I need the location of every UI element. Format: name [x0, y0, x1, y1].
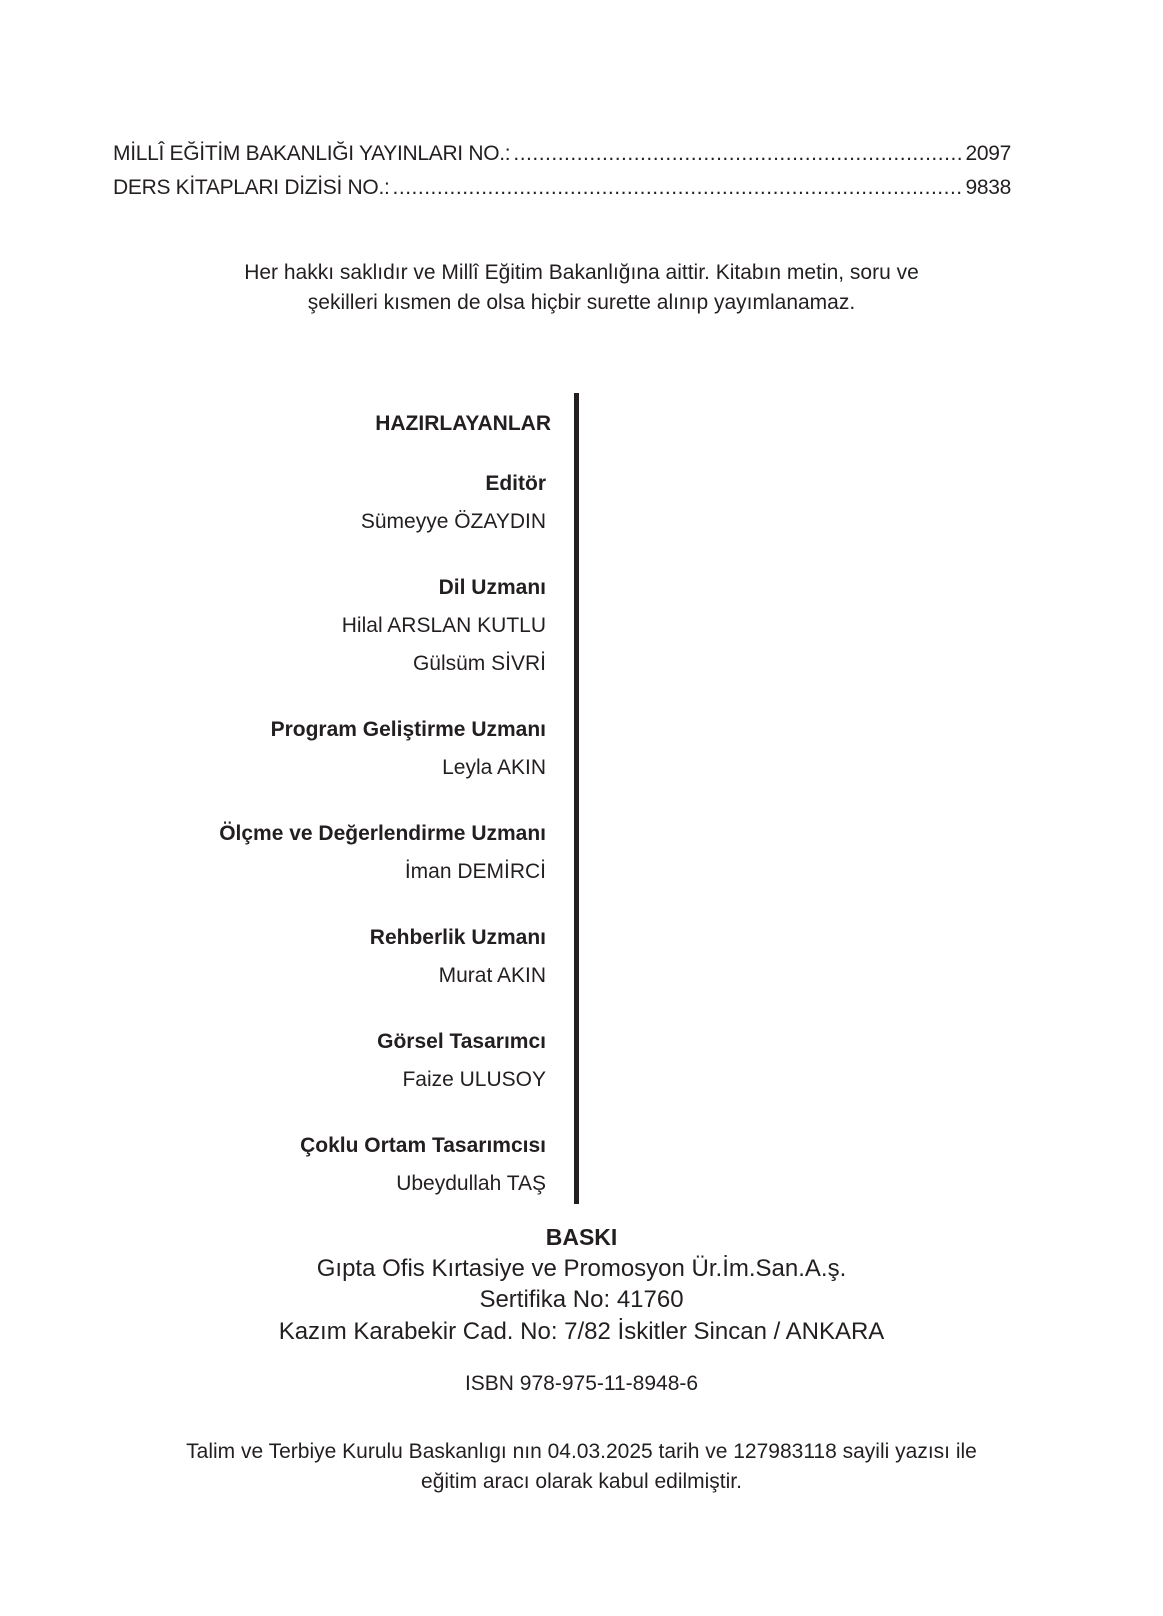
approval-notice — [0, 1437, 1163, 1497]
person-name: Ubeydullah TAŞ — [396, 1172, 546, 1195]
role-heading: Rehberlik Uzmanı — [369, 926, 546, 949]
person-name: Gülsüm SİVRİ — [412, 652, 546, 675]
role-heading: Editör — [485, 472, 546, 495]
person-name: İman DEMİRCİ — [404, 860, 546, 883]
publication-series-label: MİLLÎ EĞİTİM BAKANLIĞI YAYINLARI NO.: — [113, 142, 511, 165]
person-name: Faize ULUSOY — [402, 1068, 546, 1091]
textbook-series-row — [113, 176, 1011, 200]
role-heading: Program Geliştirme Uzmanı — [270, 718, 546, 741]
role-heading: Ölçme ve Değerlendirme Uzmanı — [219, 822, 546, 845]
publication-series-row — [113, 142, 1011, 166]
credits-divider — [574, 393, 579, 1204]
publication-series-number: 2097 — [965, 142, 1011, 165]
credits-title: HAZIRLAYANLAR — [375, 412, 551, 435]
textbook-series-number: 9838 — [965, 176, 1011, 199]
printing-title: BASKI — [545, 1224, 618, 1250]
dot-leader — [393, 176, 963, 200]
copyright-line: şekilleri kısmen de olsa hiçbir surette alınıp yayımlanamaz. — [307, 291, 856, 314]
role-heading: Çoklu Ortam Tasarımcısı — [300, 1134, 546, 1157]
copyright-notice — [0, 258, 1163, 318]
role-heading: Görsel Tasarımcı — [377, 1030, 546, 1053]
printer-company: Gıpta Ofis Kırtasiye ve Promosyon Ür.İm.San.A.ş. — [316, 1255, 847, 1282]
approval-line: Talim ve Terbiye Kurulu Baskanlıgı nın 04.03.2025 tarih ve 127983118 sayili yazısı ile — [186, 1440, 977, 1463]
isbn: ISBN 978-975-11-8948-6 — [464, 1372, 699, 1395]
person-name: Sümeyye ÖZAYDIN — [360, 510, 546, 533]
copyright-line: Her hakkı saklıdır ve Millî Eğitim Bakanlığına aittir. Kitabın metin, soru ve — [244, 261, 919, 284]
printer-address: Kazım Karabekir Cad. No: 7/82 İskitler Sincan / ANKARA — [278, 1318, 885, 1345]
printer-certificate: Sertifika No: 41760 — [479, 1286, 684, 1313]
person-name: Leyla AKIN — [442, 756, 546, 779]
approval-line: eğitim aracı olarak kabul edilmiştir. — [421, 1470, 742, 1493]
dot-leader — [513, 142, 962, 166]
person-name: Murat AKIN — [438, 964, 546, 987]
textbook-series-label: DERS KİTAPLARI DİZİSİ NO.: — [113, 176, 390, 199]
role-heading: Dil Uzmanı — [438, 576, 546, 599]
person-name: Hilal ARSLAN KUTLU — [341, 614, 546, 637]
